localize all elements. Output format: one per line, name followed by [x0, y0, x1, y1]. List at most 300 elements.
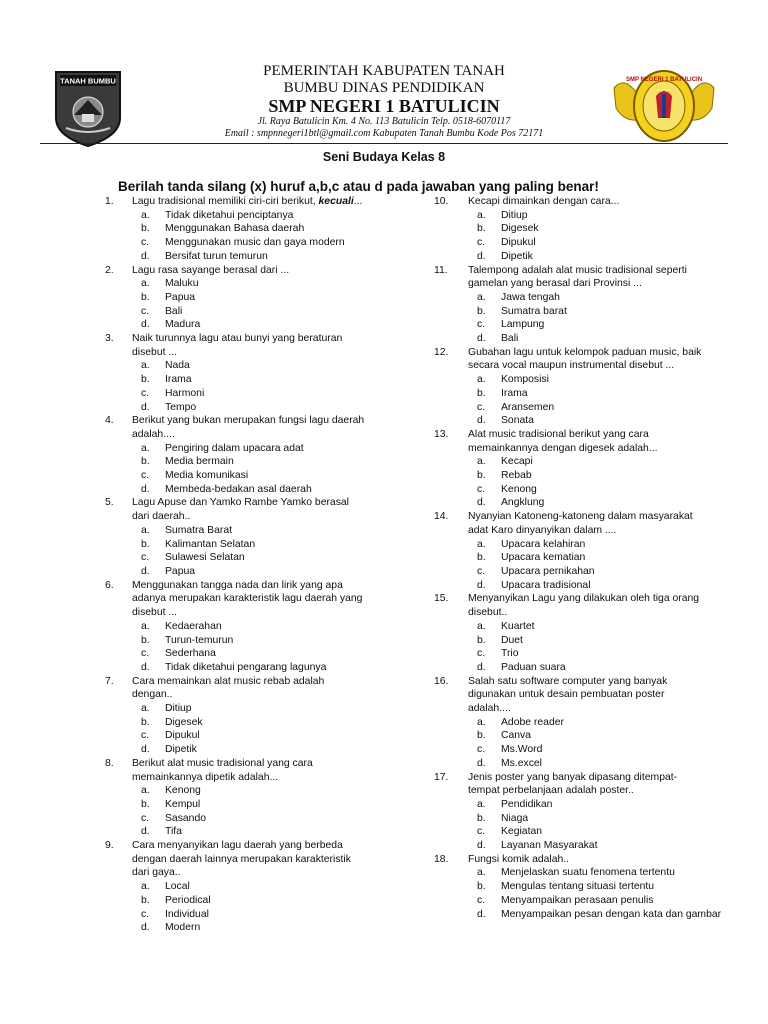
option-text: Kenong — [501, 483, 537, 495]
answer-option — [441, 647, 761, 661]
option-text: Aransemen — [501, 401, 555, 413]
option-text: Maluku — [165, 278, 199, 290]
question-number: 7. — [105, 675, 114, 687]
option-text: Turun-temurun — [165, 634, 234, 646]
question-11 — [434, 264, 761, 291]
option-letter: b. — [141, 223, 150, 235]
option-letter: b. — [477, 881, 486, 893]
question-text — [105, 592, 425, 606]
option-letter: a. — [141, 785, 150, 797]
option-letter: a. — [141, 881, 150, 893]
answer-option — [441, 401, 761, 415]
question-text-line: secara vocal maupun instrumental disebut ... — [468, 360, 675, 372]
question-text — [105, 688, 425, 702]
option-text: Media bermain — [165, 456, 234, 468]
option-text: Periodical — [165, 894, 211, 906]
question-text-line: Lagu tradisional memiliki ciri-ciri berikut, — [132, 196, 319, 207]
option-text: Sederhana — [165, 648, 216, 660]
subject-title: Seni Budaya Kelas 8 — [322, 150, 446, 164]
answer-option — [441, 894, 761, 908]
option-letter: b. — [477, 634, 486, 646]
answer-option — [441, 291, 761, 305]
question-10 — [434, 195, 761, 209]
answer-option — [441, 812, 761, 826]
option-text: Sumatra Barat — [165, 524, 232, 536]
question-text-line: dengan daerah lainnya merupakan karakteristik — [132, 853, 351, 865]
option-text: Irama — [501, 387, 528, 399]
option-text: Sumatra barat — [501, 305, 567, 317]
option-text: Kenong — [165, 785, 201, 797]
answer-option — [105, 716, 425, 730]
option-letter: c. — [141, 387, 150, 399]
answer-option — [105, 318, 425, 332]
answer-option — [105, 812, 425, 826]
answer-option — [105, 784, 425, 798]
question-text-line: Kecapi dimainkan dengan cara... — [468, 196, 620, 207]
question-text-line: adat Karo dinyanyikan dalam .... — [468, 524, 617, 536]
question-text-line: Salah satu software computer yang banyak — [468, 675, 668, 687]
option-text: Upacara kelahiran — [501, 538, 586, 550]
answer-option — [441, 798, 761, 812]
question-text — [105, 771, 425, 785]
option-text: Canva — [501, 730, 532, 742]
option-text: Papua — [165, 291, 196, 303]
option-text: Ditiup — [165, 703, 192, 715]
option-text: Ditiup — [501, 209, 528, 221]
question-text-line: adalah.... — [132, 428, 175, 440]
question-text — [105, 839, 425, 853]
option-letter: c. — [141, 908, 150, 920]
option-text: Individual — [165, 908, 209, 920]
question-18 — [434, 853, 761, 867]
option-text: Madura — [165, 319, 201, 331]
question-text — [105, 853, 425, 867]
option-text: Menyampaikan pesan dengan kata dan gambar — [501, 908, 722, 920]
question-text — [105, 346, 425, 360]
answer-option — [441, 305, 761, 319]
answer-option — [105, 661, 425, 675]
answer-option — [441, 250, 761, 264]
question-text — [105, 332, 425, 346]
option-text: Niaga — [501, 812, 529, 824]
question-text-line: dari gaya.. — [132, 867, 181, 879]
option-text: Sulawesi Selatan — [165, 552, 245, 564]
option-letter: d. — [141, 565, 150, 577]
answer-option — [105, 305, 425, 319]
option-text: Menyampaikan perasaan penulis — [501, 894, 654, 906]
option-letter: b. — [141, 374, 150, 386]
question-number: 17. — [434, 771, 449, 783]
question-text-line: dengan.. — [132, 689, 173, 701]
header-line1: PEMERINTAH KABUPATEN TANAH — [263, 63, 505, 79]
option-text: Tidak diketahui penciptanya — [165, 209, 294, 221]
option-letter: c. — [477, 565, 486, 577]
option-letter: d. — [141, 744, 150, 756]
option-letter: c. — [141, 470, 150, 482]
question-text — [441, 524, 761, 538]
question-text-line: Berikut yang bukan merupakan fungsi lagu daerah — [132, 415, 365, 427]
option-text: Dipetik — [165, 744, 197, 756]
header-line2: BUMBU DINAS PENDIDIKAN — [283, 80, 485, 96]
answer-option — [441, 866, 761, 880]
option-text: Layanan Masyarakat — [501, 840, 598, 852]
option-letter: d. — [477, 757, 486, 769]
emphasis-text: kecuali — [318, 196, 354, 207]
option-letter: d. — [141, 826, 150, 838]
answer-option — [105, 921, 425, 935]
school-email: Email : smpnnegeri1btl@gmail.com Kabupaten Tanah Bumbu Kode Pos 72171 — [224, 128, 544, 139]
option-letter: a. — [141, 360, 150, 372]
question-number: 13. — [434, 428, 449, 440]
question-text — [441, 264, 761, 278]
question-7 — [105, 675, 425, 702]
option-letter: c. — [141, 305, 150, 317]
question-text — [105, 675, 425, 689]
question-text-line: dari daerah.. — [132, 511, 191, 523]
option-letter: a. — [141, 524, 150, 536]
answer-option — [441, 469, 761, 483]
question-text-line: disebut ... — [132, 607, 178, 619]
option-text: Kuartet — [501, 620, 535, 632]
answer-option — [441, 880, 761, 894]
answer-option — [441, 414, 761, 428]
option-text: Jawa tengah — [501, 291, 560, 303]
option-letter: c. — [477, 744, 486, 756]
question-text-line: Menyanyikan Lagu yang dilakukan oleh tiga orang — [468, 593, 700, 605]
option-letter: b. — [141, 291, 150, 303]
question-number: 9. — [105, 840, 114, 852]
option-letter: a. — [141, 278, 150, 290]
answer-option — [105, 455, 425, 469]
question-text — [441, 442, 761, 456]
option-text: Kedaerahan — [165, 620, 222, 632]
option-letter: d. — [477, 333, 486, 345]
option-letter: d. — [141, 250, 150, 262]
question-text — [105, 510, 425, 524]
answer-option — [441, 318, 761, 332]
question-number: 12. — [434, 346, 449, 358]
instructions: Berilah tanda silang (x) huruf a,b,c atau d pada jawaban yang paling benar! — [118, 179, 599, 194]
question-text — [105, 496, 425, 510]
questions-column-left — [105, 195, 425, 935]
option-letter: b. — [141, 798, 150, 810]
question-text-line: gamelan yang berasal dari Provinsi ... — [468, 278, 642, 290]
question-text-after: ... — [353, 196, 363, 207]
option-text: Nada — [165, 360, 190, 372]
question-2 — [105, 264, 425, 278]
question-text — [441, 675, 761, 689]
option-letter: c. — [477, 894, 486, 906]
option-letter: b. — [477, 305, 486, 317]
option-letter: a. — [477, 374, 486, 386]
question-text — [441, 702, 761, 716]
option-letter: d. — [477, 250, 486, 262]
option-text: Dipukul — [501, 237, 536, 249]
option-letter: b. — [477, 552, 486, 564]
option-letter: c. — [141, 648, 150, 660]
answer-option — [441, 839, 761, 853]
question-text — [105, 195, 425, 209]
question-15 — [434, 592, 761, 619]
option-text: Bali — [165, 305, 183, 317]
question-text-line: Lagu rasa sayange berasal dari ... — [132, 264, 290, 276]
answer-option — [105, 291, 425, 305]
option-letter: d. — [141, 483, 150, 495]
question-text — [441, 428, 761, 442]
question-14 — [434, 510, 761, 537]
option-text: Irama — [165, 374, 192, 386]
answer-option — [441, 579, 761, 593]
answer-option — [441, 209, 761, 223]
option-text: Mengulas tentang situasi tertentu — [501, 881, 655, 893]
right-logo-text: SMP NEGERI 1 BATULICIN — [625, 77, 703, 83]
question-number: 2. — [105, 264, 114, 276]
question-text — [105, 866, 425, 880]
question-text-line: Naik turunnya lagu atau bunyi yang beraturan — [132, 333, 343, 345]
option-letter: c. — [141, 237, 150, 249]
option-letter: a. — [477, 716, 486, 728]
answer-option — [441, 716, 761, 730]
question-text — [441, 784, 761, 798]
option-text: Sonata — [501, 415, 534, 427]
option-text: Kegiatan — [501, 826, 543, 838]
option-letter: d. — [141, 319, 150, 331]
option-text: Pendidikan — [501, 798, 553, 810]
question-text-line: adalah.... — [468, 703, 511, 715]
question-text — [105, 757, 425, 771]
option-letter: d. — [477, 840, 486, 852]
answer-option — [441, 743, 761, 757]
question-number: 3. — [105, 333, 114, 345]
answer-option — [105, 729, 425, 743]
option-letter: a. — [477, 798, 486, 810]
option-text: Bersifat turun temurun — [165, 250, 268, 262]
answer-option — [441, 483, 761, 497]
option-text: Pengiring dalam upacara adat — [165, 442, 304, 454]
answer-option — [105, 250, 425, 264]
question-text — [441, 359, 761, 373]
option-letter: a. — [477, 620, 486, 632]
question-number: 18. — [434, 853, 449, 865]
question-number: 5. — [105, 497, 114, 509]
option-text: Paduan suara — [501, 661, 566, 673]
school-name: SMP NEGERI 1 BATULICIN — [268, 96, 500, 116]
question-number: 10. — [434, 196, 449, 207]
question-6 — [105, 579, 425, 620]
question-1 — [105, 195, 425, 209]
answer-option — [105, 222, 425, 236]
school-address: Jl. Raya Batulicin Km. 4 No. 113 Batulicin Telp. 0518-6070117 — [257, 116, 511, 127]
answer-option — [105, 277, 425, 291]
question-5 — [105, 496, 425, 523]
option-letter: c. — [477, 483, 486, 495]
question-text-line: adanya merupakan karakteristik lagu daerah yang — [132, 593, 363, 605]
question-text-line: Fungsi komik adalah.. — [468, 853, 570, 865]
option-text: Upacara tradisional — [501, 579, 591, 591]
option-text: Angklung — [501, 497, 545, 509]
question-text — [441, 510, 761, 524]
option-letter: c. — [477, 826, 486, 838]
option-text: Lampung — [501, 319, 545, 331]
questions-column-right — [434, 195, 761, 921]
answer-option — [105, 894, 425, 908]
option-letter: b. — [477, 387, 486, 399]
option-text: Digesek — [165, 716, 203, 728]
question-text-line: tempat perbelanjaan adalah poster.. — [468, 785, 634, 797]
question-number: 8. — [105, 757, 114, 769]
option-letter: d. — [141, 922, 150, 934]
option-text: Harmoni — [165, 387, 205, 399]
question-text — [441, 195, 761, 209]
question-text — [441, 346, 761, 360]
option-text: Kalimantan Selatan — [165, 538, 256, 550]
answer-option — [105, 798, 425, 812]
answer-option — [105, 469, 425, 483]
option-letter: b. — [477, 223, 486, 235]
answer-option — [105, 373, 425, 387]
option-letter: c. — [141, 552, 150, 564]
question-number: 15. — [434, 593, 449, 605]
answer-option — [105, 634, 425, 648]
question-8 — [105, 757, 425, 784]
question-text-line: Alat music tradisional berikut yang cara — [468, 428, 649, 440]
option-letter: d. — [477, 661, 486, 673]
answer-option — [441, 387, 761, 401]
option-letter: a. — [141, 209, 150, 221]
question-3 — [105, 332, 425, 359]
answer-option — [441, 565, 761, 579]
question-4 — [105, 414, 425, 441]
answer-option — [105, 387, 425, 401]
answer-option — [105, 908, 425, 922]
question-number: 1. — [105, 196, 114, 207]
option-letter: c. — [477, 401, 486, 413]
answer-option — [105, 620, 425, 634]
question-16 — [434, 675, 761, 716]
question-text — [441, 771, 761, 785]
question-text — [441, 853, 761, 867]
question-text-line: Menggunakan tangga nada dan lirik yang apa — [132, 579, 343, 591]
option-letter: d. — [141, 661, 150, 673]
answer-option — [441, 620, 761, 634]
answer-option — [105, 442, 425, 456]
option-text: Tempo — [165, 401, 197, 413]
answer-option — [441, 236, 761, 250]
question-text — [441, 688, 761, 702]
option-text: Media komunikasi — [165, 470, 249, 482]
option-letter: b. — [141, 894, 150, 906]
answer-option — [105, 825, 425, 839]
option-letter: b. — [477, 812, 486, 824]
option-letter: a. — [141, 620, 150, 632]
option-letter: d. — [477, 415, 486, 427]
option-letter: b. — [141, 456, 150, 468]
option-letter: a. — [141, 703, 150, 715]
answer-option — [441, 373, 761, 387]
option-text: Kecapi — [501, 456, 533, 468]
answer-option — [105, 483, 425, 497]
option-text: Bali — [501, 333, 519, 345]
question-text — [105, 606, 425, 620]
answer-option — [105, 880, 425, 894]
option-letter: b. — [477, 470, 486, 482]
option-text: Upacara pernikahan — [501, 565, 595, 577]
option-letter: c. — [477, 319, 486, 331]
question-text-line: disebut.. — [468, 607, 508, 619]
option-text: Membeda-bedakan asal daerah — [165, 483, 312, 495]
option-letter: a. — [477, 456, 486, 468]
option-text: Menggunakan Bahasa daerah — [165, 223, 305, 235]
answer-option — [441, 908, 761, 922]
option-letter: a. — [477, 538, 486, 550]
option-text: Duet — [501, 634, 523, 646]
option-text: Dipukul — [165, 730, 200, 742]
question-text-line: Talempong adalah alat music tradisional seperti — [468, 264, 687, 276]
answer-option — [105, 359, 425, 373]
question-text-line: disebut ... — [132, 346, 178, 358]
answer-option — [441, 729, 761, 743]
question-text — [105, 579, 425, 593]
answer-option — [105, 401, 425, 415]
option-letter: c. — [477, 237, 486, 249]
option-text: Trio — [501, 648, 519, 660]
answer-option — [105, 565, 425, 579]
answer-option — [105, 647, 425, 661]
question-17 — [434, 771, 761, 798]
left-logo-text: TANAH BUMBU — [60, 76, 116, 86]
answer-option — [441, 551, 761, 565]
question-text-line: digunakan untuk desain pembuatan poster — [468, 689, 665, 701]
answer-option — [441, 825, 761, 839]
option-text: Rebab — [501, 470, 532, 482]
question-text-line: memainkannya dengan digesek adalah... — [468, 442, 658, 454]
answer-option — [441, 634, 761, 648]
question-text-line: Jenis poster yang banyak dipasang ditempat- — [468, 771, 678, 783]
question-text-line: Cara memainkan alat music rebab adalah — [132, 675, 325, 687]
answer-option — [441, 496, 761, 510]
answer-option — [441, 661, 761, 675]
question-text-line: Nyanyian Katoneng-katoneng dalam masyarakat — [468, 511, 693, 523]
question-number: 16. — [434, 675, 449, 687]
question-text-line: Cara menyanyikan lagu daerah yang berbeda — [132, 840, 343, 852]
option-letter: c. — [477, 648, 486, 660]
option-text: Dipetik — [501, 250, 533, 262]
question-number: 11. — [434, 264, 448, 276]
option-letter: b. — [477, 730, 486, 742]
answer-option — [105, 743, 425, 757]
option-letter: a. — [477, 209, 486, 221]
answer-option — [105, 702, 425, 716]
question-text-line: Lagu Apuse dan Yamko Rambe Yamko berasal — [132, 497, 349, 509]
question-text — [105, 414, 425, 428]
answer-option — [441, 757, 761, 771]
option-text: Tifa — [165, 826, 182, 838]
answer-option — [441, 538, 761, 552]
option-text: Adobe reader — [501, 716, 564, 728]
answer-option — [441, 455, 761, 469]
answer-option — [105, 236, 425, 250]
option-text: Sasando — [165, 812, 207, 824]
question-text-line: Gubahan lagu untuk kelompok paduan music, baik — [468, 346, 702, 358]
question-text — [441, 606, 761, 620]
answer-option — [105, 209, 425, 223]
option-letter: a. — [477, 867, 486, 879]
option-text: Local — [165, 881, 190, 893]
question-text-line: Berikut alat music tradisional yang cara — [132, 757, 313, 769]
option-letter: a. — [477, 291, 486, 303]
option-text: Ms.Word — [501, 744, 543, 756]
question-13 — [434, 428, 761, 455]
